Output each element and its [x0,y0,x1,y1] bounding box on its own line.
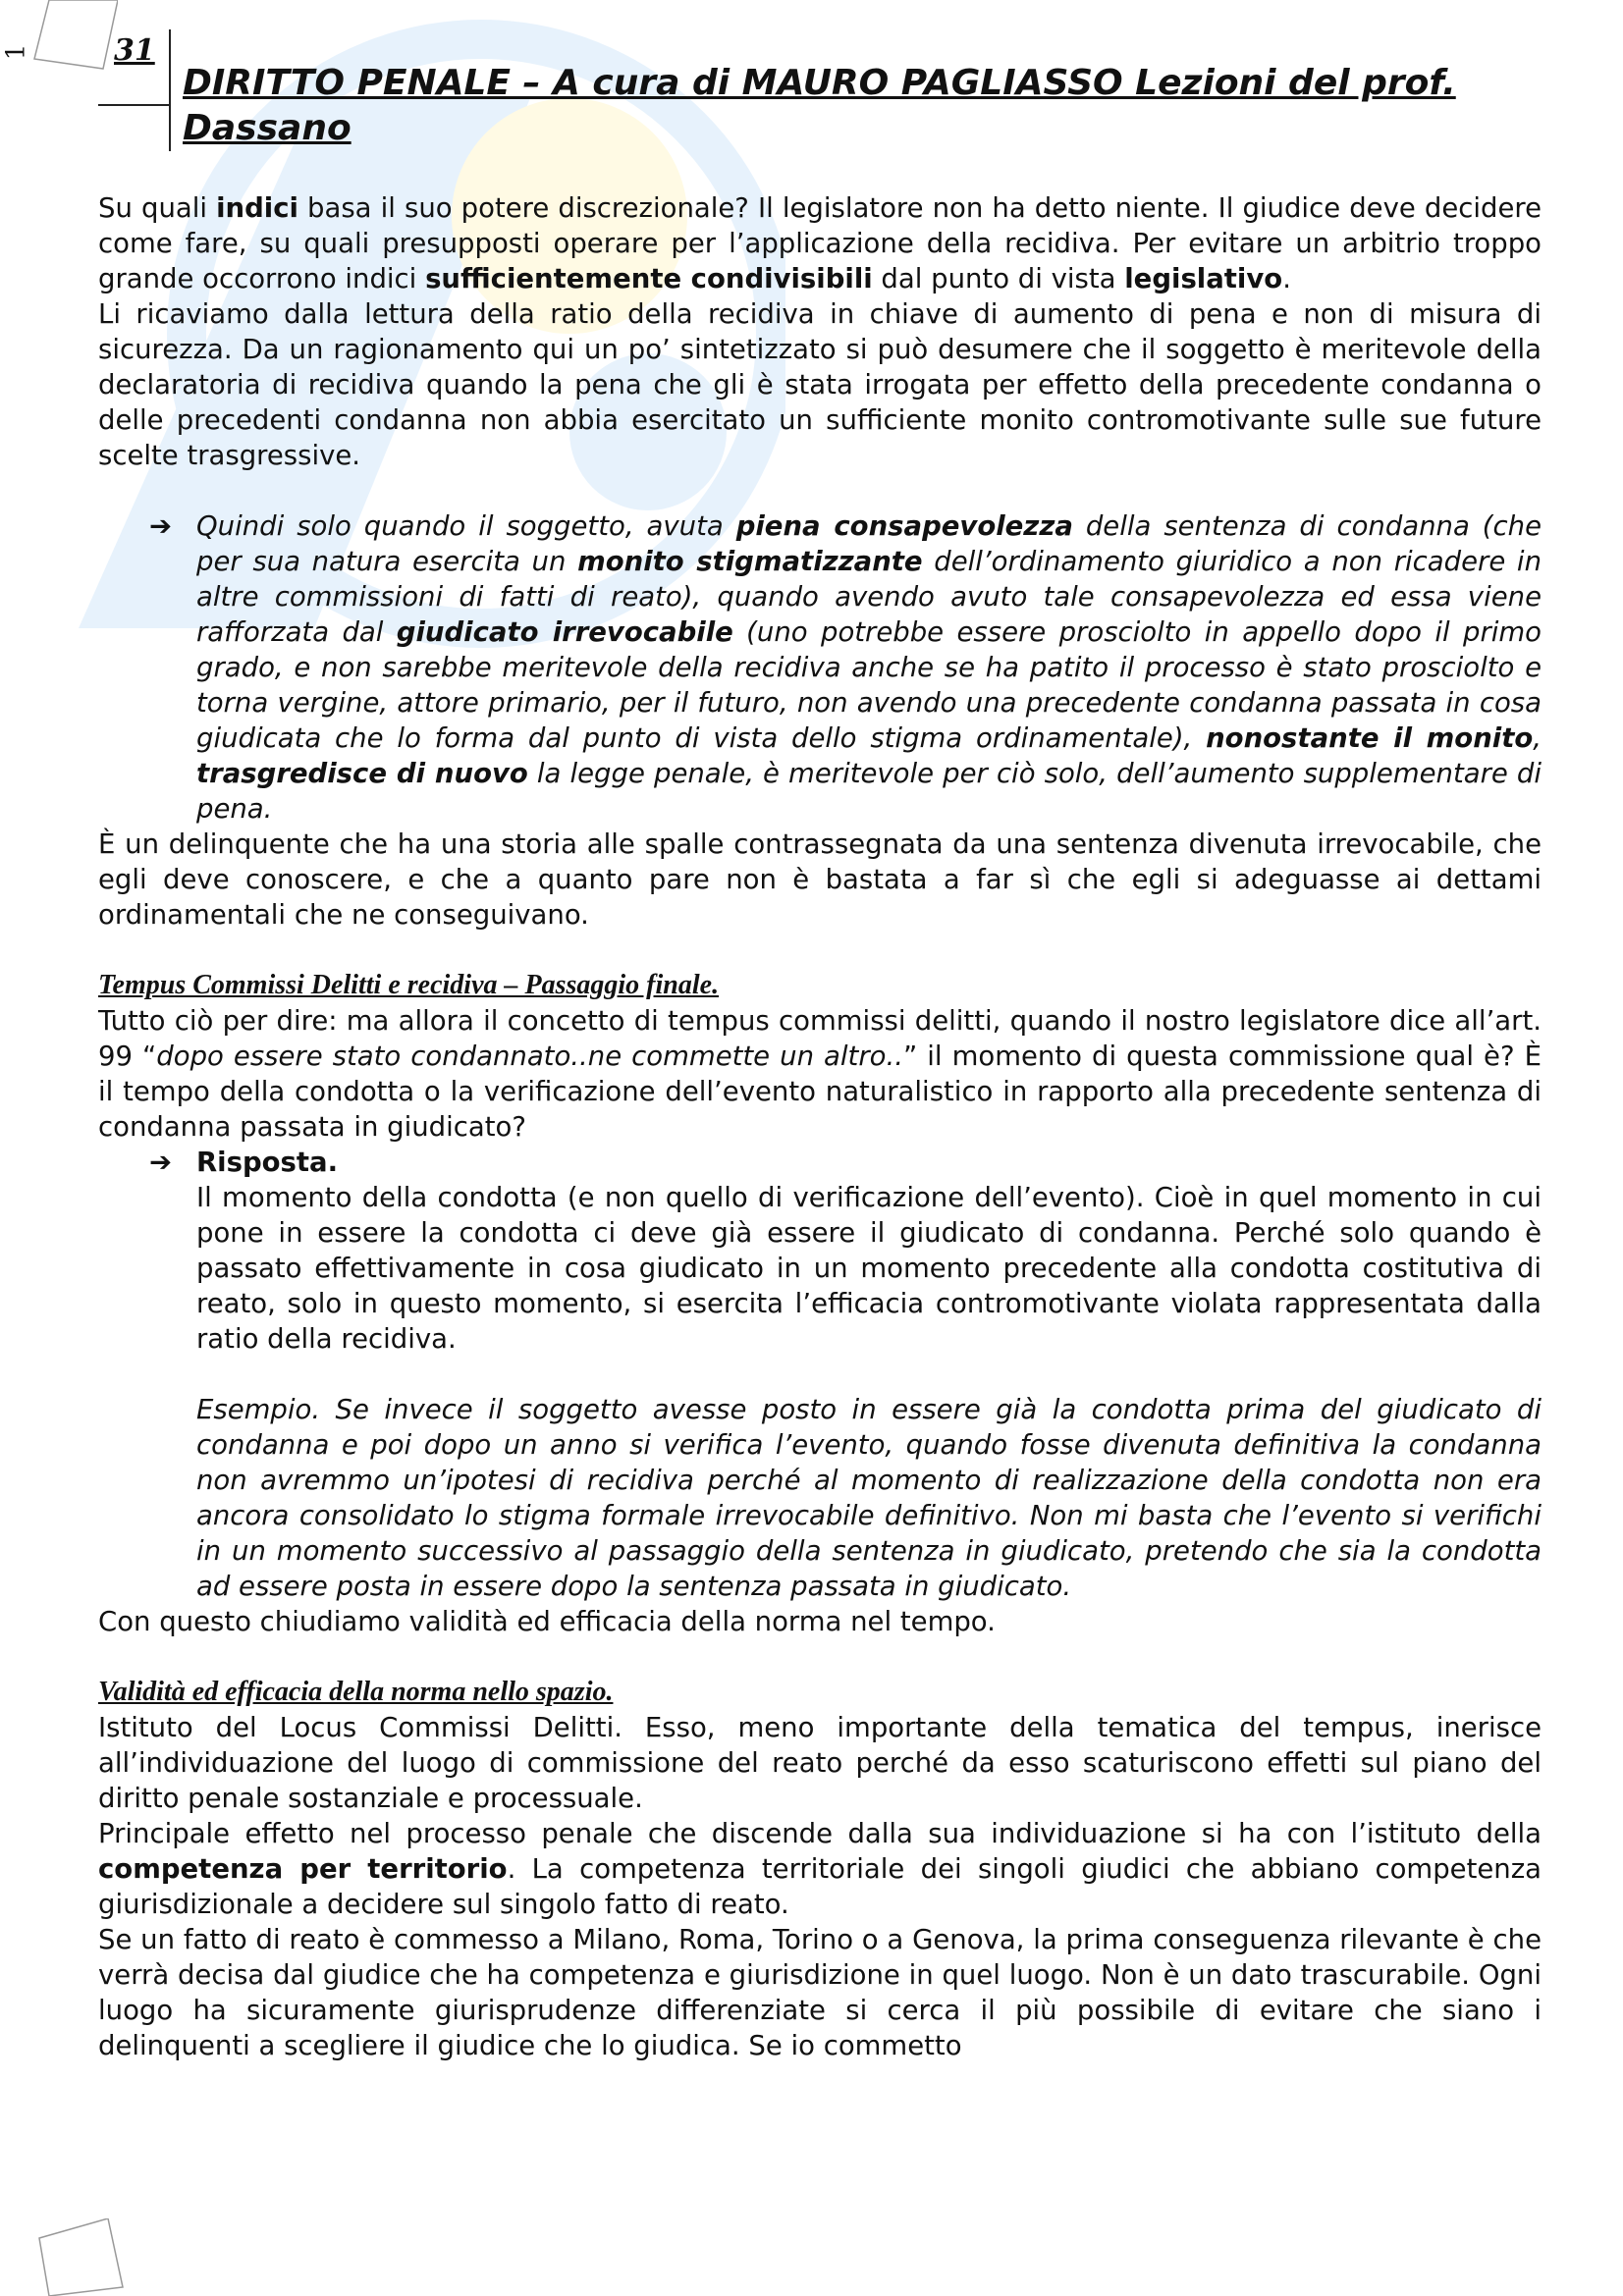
bullet-risposta: ➔ Risposta. [149,1147,339,1178]
corner-mark-top [29,0,118,79]
arrow-icon: ➔ [149,1147,173,1178]
section-title-tempus: Tempus Commissi Delitti e recidiva – Passaggio finale. [98,970,720,1000]
header-divider [169,29,171,151]
side-page-number: 1 [1,43,31,61]
paragraph-tempus: Tutto ciò per dire: ma allora il concetto di tempus commissi delitti, quando il nostro legislatore dice all’art. 99 “dopo essere stato condannato..ne commette un altro..” il momento di questa commissione qual è? È il tempo della condotta o la verificazione dell’evento naturalistico in rapporto alla precedente sentenza di condanna passata in giudicato? [98,1005,1542,1143]
paragraph-delinquente: È un delinquente che ha una storia alle spalle contrassegnata da una sentenza divenuta irrevocabile, che egli deve conoscere, e che a quanto pare non è bastata a far sì che egli si adeguasse ai dettami ordinamentali che ne conseguivano. [98,828,1542,931]
paragraph-competenza: Principale effetto nel processo penale che discende dalla sua individuazione si ha con l’istituto della competenza per territorio. La competenza territoriale dei singoli giudici che abbiano competenza giurisdizionale a decidere sul singolo fatto di reato. [98,1818,1542,1920]
bullet-quindi: ➔ Quindi solo quando il soggetto, avuta piena consapevolezza della sentenza di condanna (che per sua natura esercita un monito stigmatizzante dell’ordinamento giuridico a non ricadere in altre commissioni di fatti di reato), quando avendo avuto tale consapevolezza ed essa viene rafforzata dal giudicato irrevocabile (uno potrebbe essere prosciolto in appello dopo il primo grado, e non sarebbe meritevole della recidiva anche se ha patito il processo è stato prosciolto e torna vergine, attore primario, per il futuro, non avendo una precedente condanna passata in cosa giudicata che lo forma dal punto di vista dello stigma ordinamentale), nonostante il monito, trasgredisce di nuovo la legge penale, è meritevole per ciò solo, dell’aumento supplementare di pena. [149,510,1542,825]
paragraph-esempio: Esempio. Se invece il soggetto avesse posto in essere già la condotta prima del giudicato di condanna e poi dopo un anno si verifica l’evento, quando fosse divenuta definitiva la condanna non avremmo un’ipotesi di recidiva perché al momento di realizzazione della condotta non era ancora consolidato lo stigma formale irrevocabile definitivo. Non mi basta che l’evento si verifichi in un momento successivo al passaggio della sentenza in giudicato, pretendo che sia la condotta ad essere posta in essere dopo la sentenza passata in giudicato. [196,1394,1542,1602]
paragraph-risposta: Il momento della condotta (e non quello di verificazione dell’evento). Cioè in quel momento in cui pone in essere la condotta ci deve già essere il giudicato di condanna. Perché solo quando è passato effettivamente in cosa giudicato in un momento precedente alla condotta costitutiva di reato, solo in questo momento, si esercita l’efficacia contromotivante violata rappresentata dalla ratio della recidiva. [196,1182,1542,1355]
paragraph-locus: Istituto del Locus Commissi Delitti. Esso, meno importante della tematica del tempus, inerisce all’individuazione del luogo di commissione del reato perché da esso scaturiscono effetti sul piano del diritto penale sostanziale e processuale. [98,1712,1542,1814]
section-title-spazio: Validità ed efficacia della norma nello spazio. [98,1677,614,1707]
paragraph-ratio: Li ricaviamo dalla lettura della ratio della recidiva in chiave di aumento di pena e non di misura di sicurezza. Da un ragionamento qui un po’ sintetizzato si può desumere che il soggetto è meritevole della declaratoria di recidiva quando la pena che gli è stata irrogata per effetto della precedente condanna o delle precedenti condanna non abbia esercitato un sufficiente monito contromotivante sulle sue future scelte trasgressive. [98,298,1542,471]
arrow-icon: ➔ [149,510,173,542]
paragraph-indici: Su quali indici basa il suo potere discrezionale? Il legislatore non ha detto niente. Il giudice deve decidere come fare, su quali presupposti operare per l’applicazione della recidiva. Per evitare un arbitrio troppo grande occorrono indici sufficientemente condivisibili dal punto di vista legislativo. [98,192,1542,294]
page-header-title: DIRITTO PENALE – A cura di MAURO PAGLIASSO Lezioni del prof. Dassano [183,63,1456,148]
paragraph-chiusura: Con questo chiudiamo validità ed efficacia della norma nel tempo. [98,1606,996,1637]
document-body [98,190,1542,2063]
corner-mark-bottom [29,2218,128,2296]
paragraph-milano: Se un fatto di reato è commesso a Milano, Roma, Torino o a Genova, la prima conseguenza rilevante è che verrà decisa dal giudice che ha competenza e giurisdizione in quel luogo. Non è un dato trascurabile. Ogni luogo ha sicuramente giurisprudenze differenziate si cerca il più possibile di evitare che siano i delinquenti a scegliere il giudice che lo giudica. Se io commetto [98,1924,1542,2061]
page-number: 31 [114,33,155,68]
page-number-underline [98,104,169,106]
